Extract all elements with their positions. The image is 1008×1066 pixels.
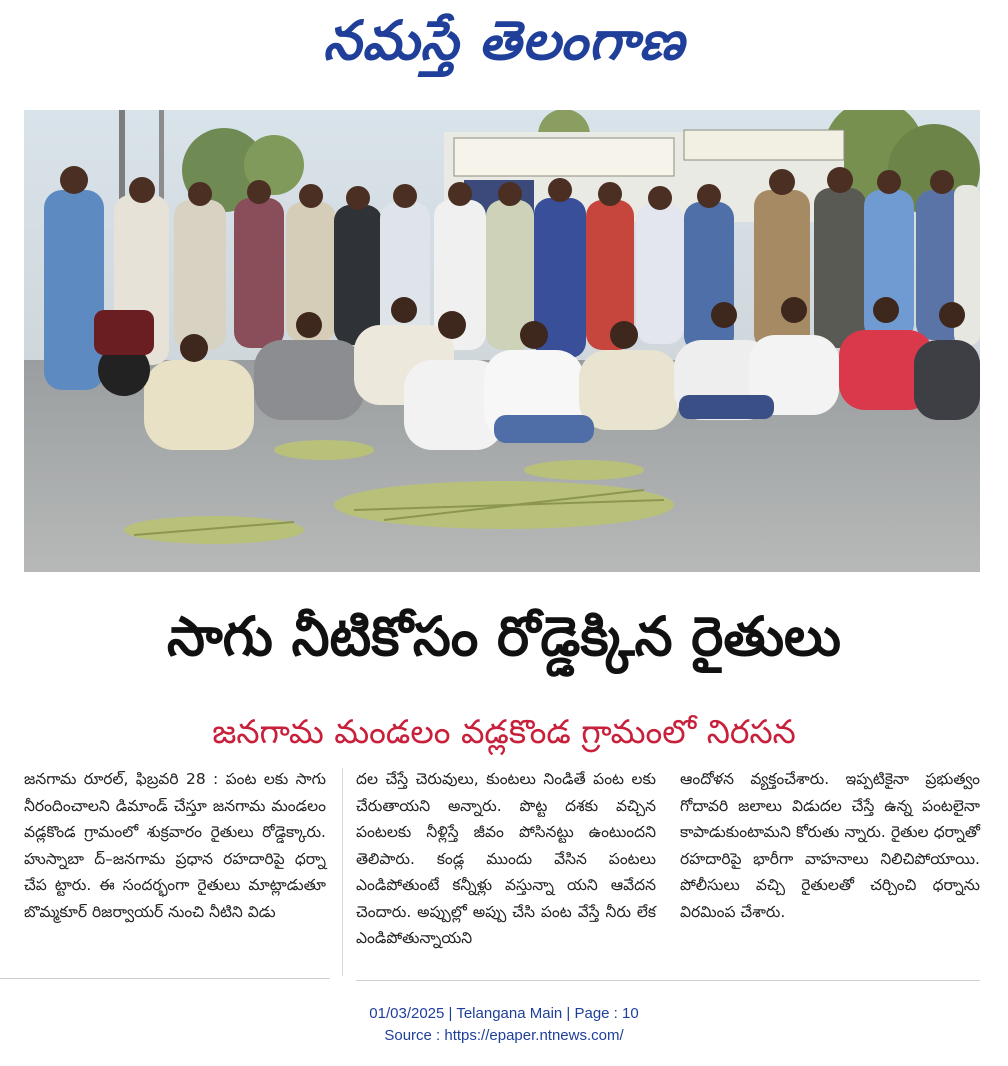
- article-column-3-text: ఆందోళన వ్యక్తంచేశారు. ఇప్పటికైనా ప్రభుత్వం గోదావరి జలాలు విడుదల చేస్తే ఉన్న పంటలైనా కాపాడుకుంటామని కోరుతు న్నారు. రైతుల ధర్నాతో రహదారిపై భారీగా వాహనాలు నిలిచిపోయాయి. పోలీసులు వచ్చి రైతులతో చర్చించి ధర్నాను విరమింప చేశారు.: [680, 770, 980, 921]
- article-column-2-text: దల చేస్తే చెరువులు, కుంటలు నిండితే పంట లకు చేరుతాయని అన్నారు. పొట్ట దశకు వచ్చిన పంటలకు నీళ్లిస్తే జీవం పోసినట్టు ఉంటుందని తెలిపారు. కండ్ల ముందు వేసిన పంటలు ఎండిపోతుంటే కన్నీళ్లు వస్తున్నా యని ఆవేదన చెందారు. అప్పుల్లో అప్పు చేసి పంట వేస్తే నీరు లేక ఎండిపోతున్నాయని: [356, 770, 656, 947]
- masthead-title: నమస్తే తెలంగాణ: [323, 9, 685, 72]
- footer-source[interactable]: Source : https://epaper.ntnews.com/: [384, 1027, 624, 1044]
- bottom-rule-left: [0, 978, 330, 979]
- column-divider: [342, 768, 343, 976]
- article-column-1: [24, 766, 326, 925]
- footer-date-page: 01/03/2025 | Telangana Main | Page : 10: [369, 1005, 639, 1022]
- protest-photo: [24, 110, 980, 572]
- article-column-3: [680, 766, 980, 925]
- article-subheadline: జనగామ మండలం వడ్లకొండ గ్రామంలో నిరసన: [212, 712, 796, 751]
- bottom-rule-right: [356, 980, 980, 981]
- article-column-2: [356, 766, 656, 952]
- article-headline: సాగు నీటికోసం రోడ్డెక్కిన రైతులు: [167, 605, 841, 668]
- protest-photo-icon: [24, 110, 980, 572]
- article-column-1-text: జనగామ రూరల్, ఫిబ్రవరి 28 : పంట లకు సాగు నీరందించాలని డిమాండ్ చేస్తూ జనగామ మండలం వడ్లకొండ గ్రామంలో శుక్రవారం రైతులు రోడ్డెక్కారు. హుస్నాబా ద్–జనగామ ప్రధాన రహదారిపై ధర్నా చేప ట్టారు. ఈ సందర్భంగా రైతులు మాట్లాడుతూ బొమ్మకూర్ రిజర్వాయర్ నుంచి నీటిని విడు: [24, 770, 326, 921]
